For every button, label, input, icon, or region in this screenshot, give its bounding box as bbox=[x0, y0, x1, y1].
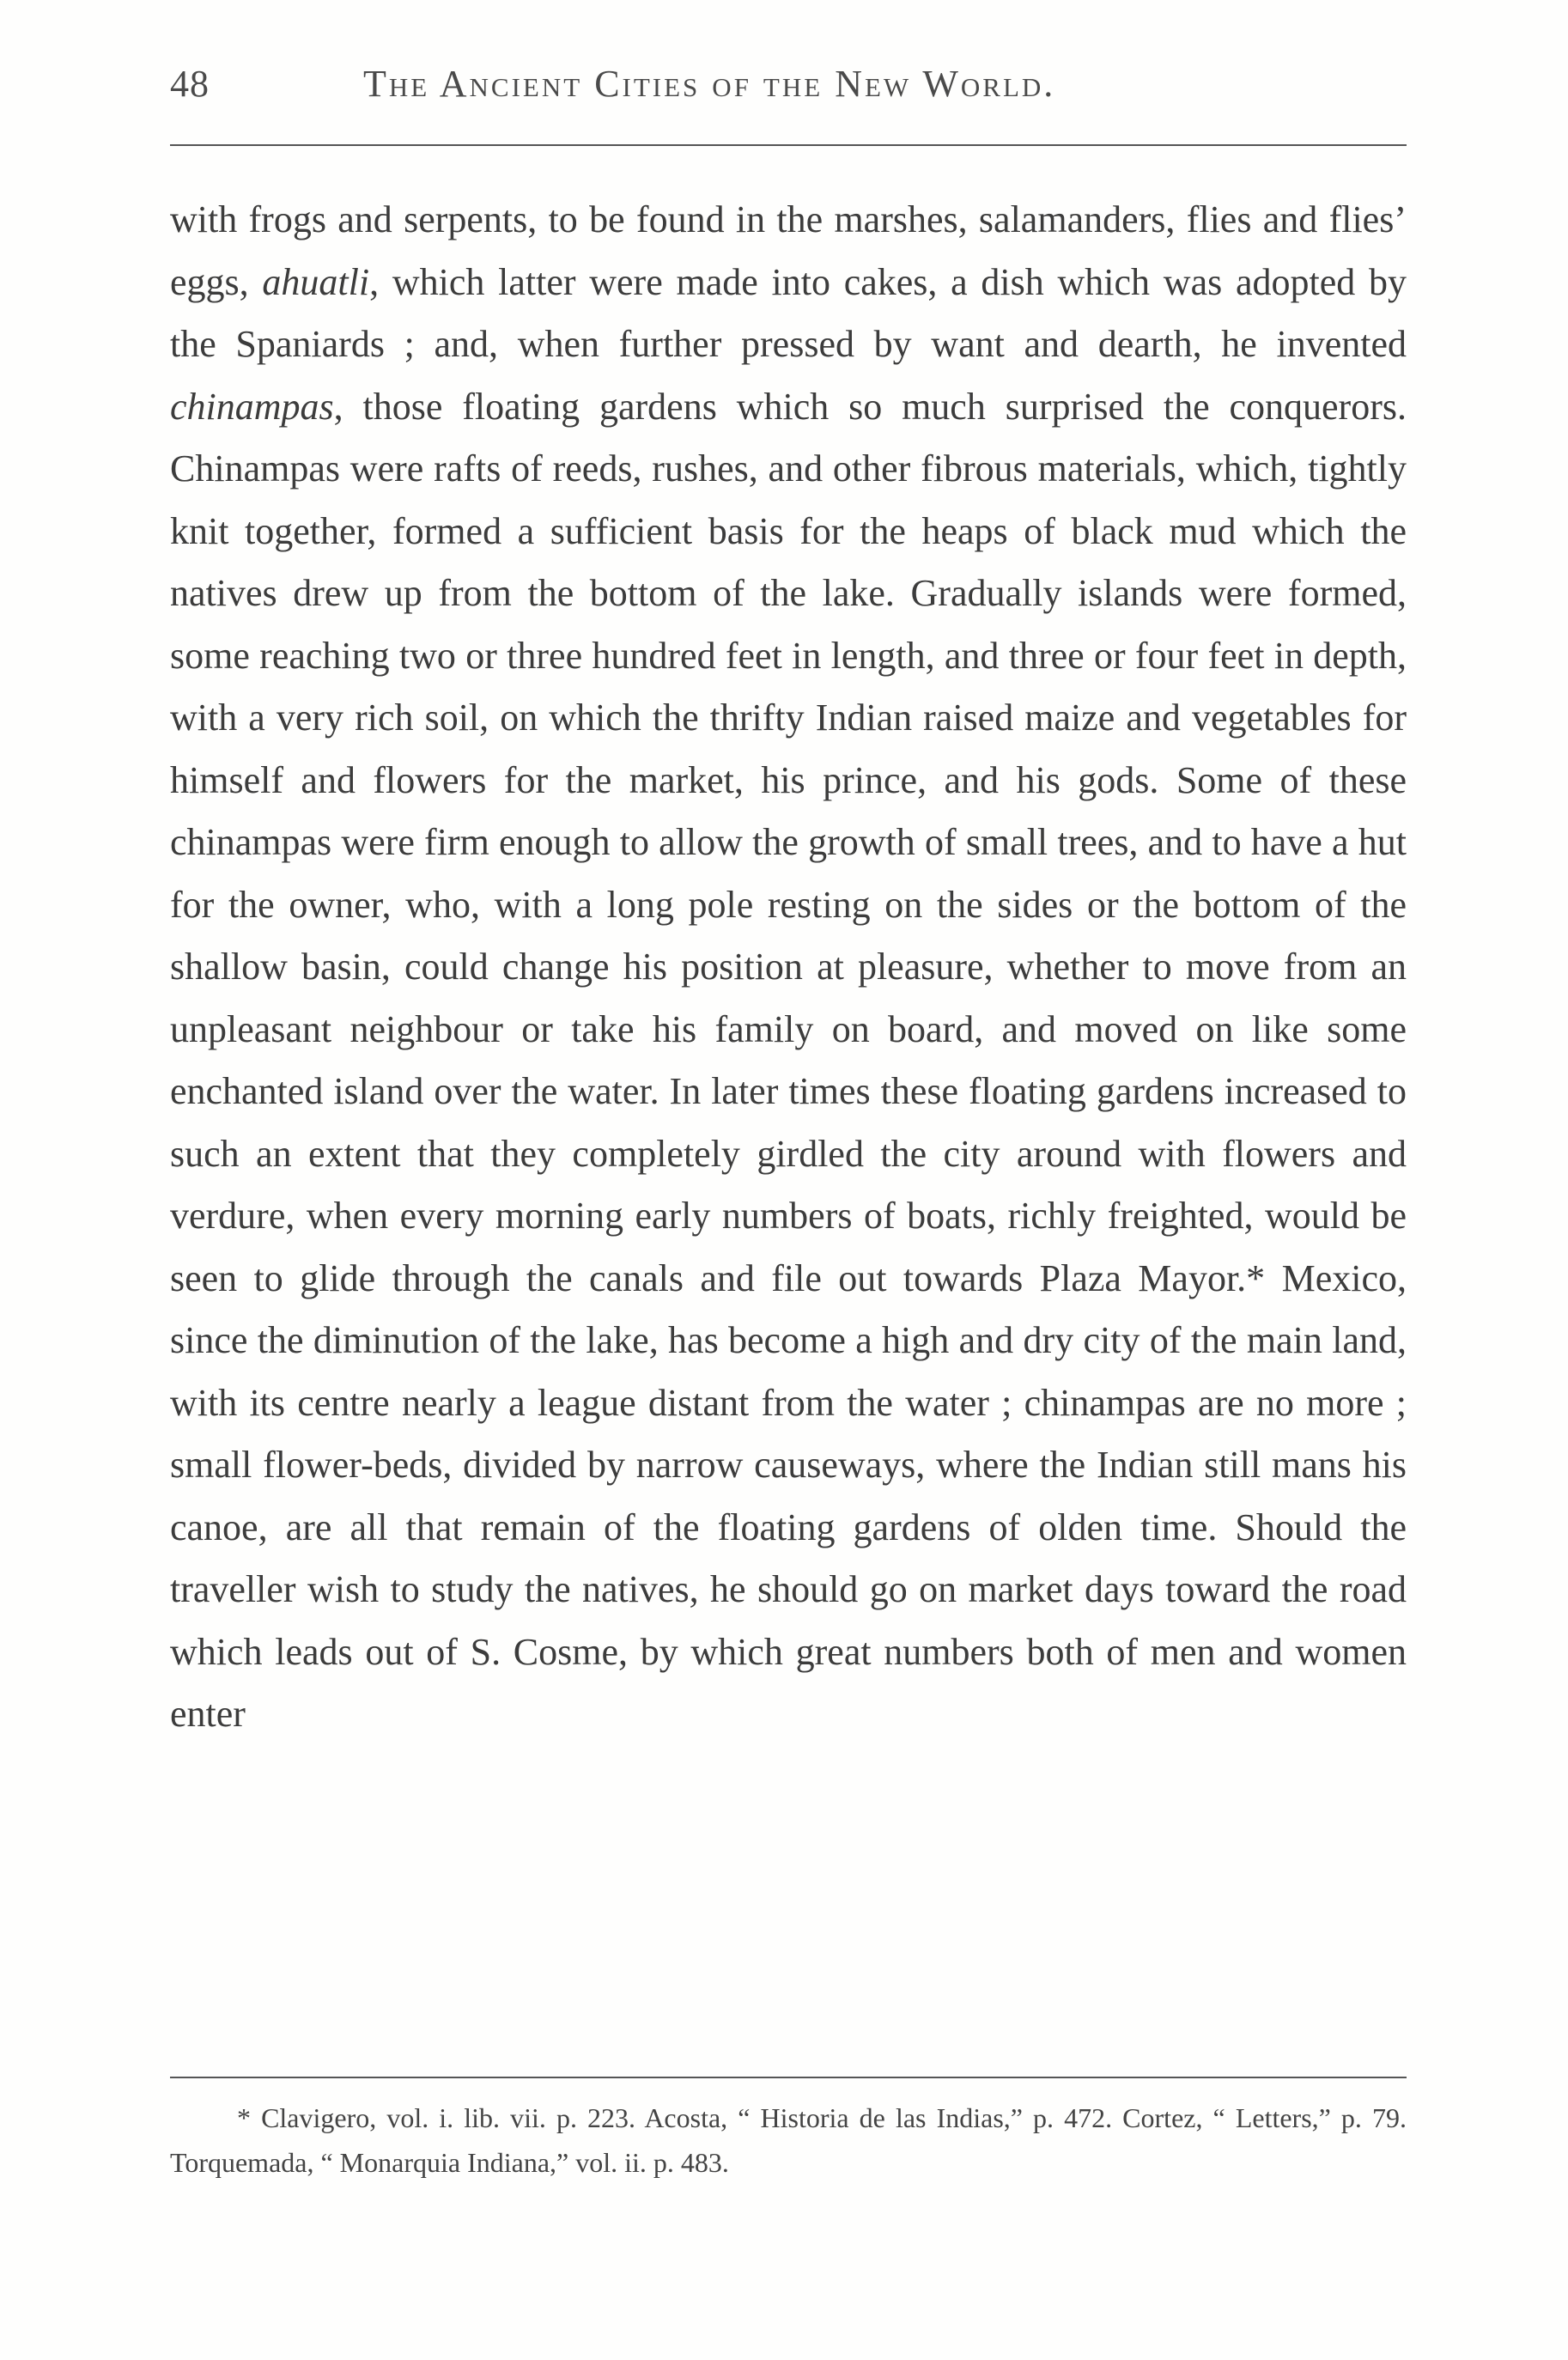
body-paragraph bbox=[170, 189, 1407, 1746]
running-title: The Ancient Cities of the New World. bbox=[363, 63, 1056, 105]
body-text bbox=[170, 189, 1407, 1746]
header-rule bbox=[170, 144, 1407, 146]
running-head bbox=[170, 62, 1407, 122]
italic-term-ahuatli: ahuatli bbox=[262, 260, 370, 303]
page-number: 48 bbox=[170, 63, 210, 105]
footnote-rule bbox=[170, 2077, 1407, 2078]
body-text-segment-3: , those floating gardens which so much surprised the conquerors. Chinampas were rafts of reeds, rushes, and other fibrous materials, which, tightly knit together, formed a sufficient basis for the heaps of black mud which the natives drew up from the bottom of the lake. Gradually islands were formed, some reaching two or three hundred feet in length, and three or four feet in depth, with a very rich soil, on which the thrifty Indian raised maize and vegetables for himself and flowers for the market, his prince, and his gods. Some of these chinampas were firm enough to allow the growth of small trees, and to have a hut for the owner, who, with a long pole resting on the sides or the bottom of the shallow basin, could change his position at pleasure, whether to move from an unpleasant neighbour or take his family on board, and moved on like some enchanted island over the water. In later times these floating gardens increased to such an extent that they completely girdled the city around with flowers and verdure, when every morning early numbers of boats, richly freighted, would be seen to glide through the canals and file out towards Plaza Mayor.* Mexico, since the diminution of the lake, has become a high and dry city of the main land, with its centre nearly a league distant from the water ; chinampas are no more ; small flower-beds, divided by narrow causeways, where the Indian still mans his canoe, are all that remain of the floating gardens of olden time. Should the traveller wish to study the natives, he should go on market days toward the road which leads out of S. Cosme, by which great numbers both of men and women enter bbox=[170, 385, 1407, 1735]
footnote bbox=[170, 2095, 1407, 2185]
footnote-text: * Clavigero, vol. i. lib. vii. p. 223. Acosta, “ Historia de las Indias,” p. 472. Cortez, “ Letters,” p. 79. Torquemada, “ Monarquia Indiana,” vol. ii. p. 483. bbox=[170, 2102, 1407, 2178]
body-text-segment-1: with frogs and serpents, to be found in the marshes, salamanders, flies and flies’ eggs, bbox=[170, 198, 1407, 303]
italic-term-chinampas: chinampas bbox=[170, 385, 334, 428]
body-text-segment-2: , which latter were made into cakes, a dish which was adopted by the Spaniards ; and, when further pressed by want and dearth, he invented bbox=[170, 260, 1407, 365]
